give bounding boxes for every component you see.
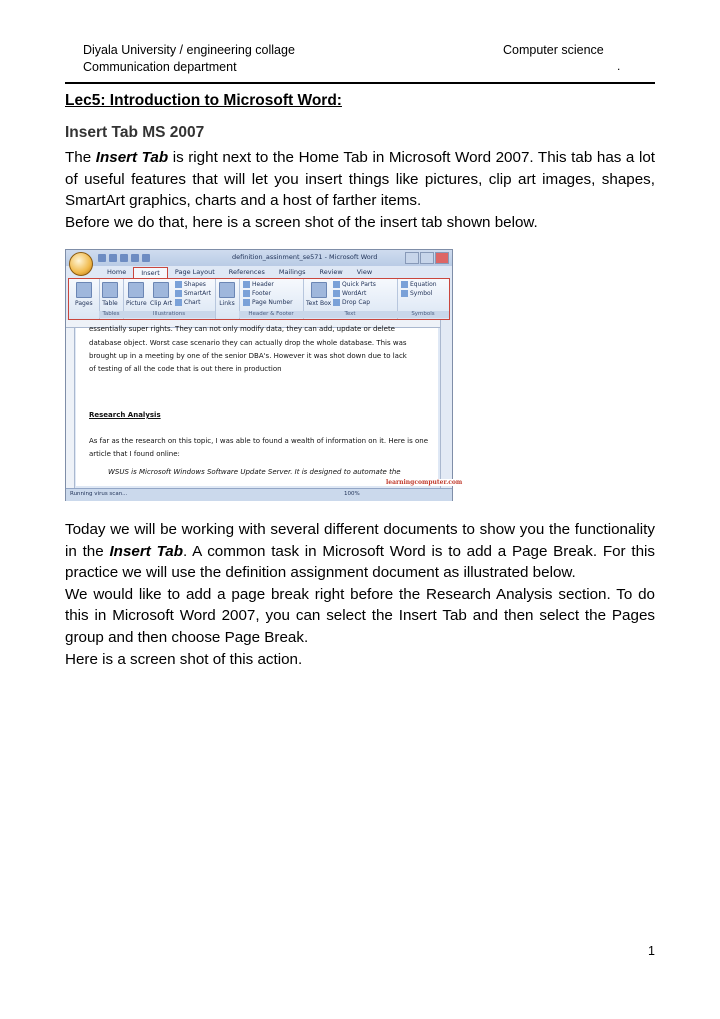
intro-paragraph [65,147,655,233]
header-subject: Computer science [503,43,604,57]
equation-icon [401,281,408,288]
word-screenshot [65,249,463,501]
zoom-level: 100% [344,491,360,497]
symbol-button [401,290,432,297]
doc-line: article that I found online: [89,450,180,458]
doc-quote: WSUS is Microsoft Windows Software Update Server. It is designed to automate the [108,468,401,476]
picture-icon [128,282,144,298]
lecture-title: Lec5: Introduction to Microsoft Word: [65,92,342,109]
wordart-icon [333,290,340,297]
page-number: 1 [648,944,655,958]
tab-home: Home [107,268,127,276]
wordart-button [333,290,366,297]
drop-cap-button [333,299,370,306]
group-illustrations [123,279,216,319]
vertical-scrollbar [440,320,452,488]
practice-paragraph [65,519,655,670]
text-box-icon [311,282,327,298]
practice-text-end: . A common task in Microsoft Word is to add a Page Break. For this practice we will use the definition assignment document as illustrated below. [65,542,655,582]
table-button [102,282,118,307]
page-number-icon [243,299,250,306]
group-text [303,279,398,319]
chart-label: Chart [184,299,201,306]
window-title: definition_assinment_se571 - Microsoft Word [232,253,378,261]
doc-line: brought up in a meeting by one of the senior DBA's. However it was shot down due to lack [89,352,407,360]
doc-line: As far as the research on this topic, I was able to found a wealth of information on it. Here is one [89,437,429,445]
smartart-button [175,290,211,297]
doc-line: database object. Worst case scenario they can actually drop the whole database. This was [89,339,407,347]
picture-button [126,282,147,307]
practice-text-line3: Here is a screen shot of this action. [65,650,303,668]
intro-text-end: is right next to the Home Tab in Microsoft Word 2007. This tab has a lot of useful features that will let you insert things like pictures, clip art images, shapes, SmartArt graphics, charts and a host of farther items. [65,149,655,210]
clip-art-icon [153,282,169,298]
quick-access-toolbar [98,254,150,262]
word-titlebar [66,250,452,266]
page-number-button [243,299,293,306]
drop-cap-icon [333,299,340,306]
links-label: Links [219,300,235,307]
doc-heading: Research Analysis [89,411,161,419]
practice-text-line2: We would like to add a page break right before the Research Analysis section. To do this in Microsoft Word 2007, you can select the Insert Tab and then select the Pages group and then choose Page Break. [65,585,655,646]
footer-label: Footer [252,290,272,297]
tables-group-label: Tables [99,311,123,318]
word-statusbar [66,488,452,501]
group-header-footer [239,279,304,319]
window-controls [405,252,449,264]
pages-button [75,282,93,307]
office-button-icon [69,252,93,276]
header-left [83,42,295,76]
footer-button [243,290,271,297]
tab-review: Review [319,268,343,276]
group-tables [99,279,124,319]
pages-label: Pages [75,300,93,307]
illustrations-group-label: Illustrations [123,311,215,318]
group-symbols [397,279,449,319]
university-name: Diyala University / engineering collage [83,43,295,57]
header-footer-group-label: Header & Footer [239,311,303,318]
footer-icon [243,290,250,297]
doc-line: essentially super rights. They can not only modify data, they can add, update or delete [89,325,395,333]
chart-button [175,299,201,306]
picture-label: Picture [126,300,147,307]
table-label: Table [102,300,118,307]
quick-parts-icon [333,281,340,288]
smartart-label: SmartArt [184,290,212,297]
watermark: learningcomputer.com [386,479,463,486]
drop-cap-label: Drop Cap [342,299,371,306]
pages-icon [76,282,92,298]
intro-text-line2: Before we do that, here is a screen shot of the insert tab shown below. [65,213,538,231]
links-icon [219,282,235,298]
wordart-label: WordArt [342,290,367,297]
chart-icon [175,299,182,306]
equation-button [401,281,437,288]
tab-references: References [228,268,265,276]
document-page [76,325,438,486]
tab-mailings: Mailings [278,268,306,276]
symbols-group-label: Symbols [397,311,449,318]
insert-tab-emphasis: Insert Tab [95,149,169,166]
doc-line: of testing of all the code that is out there in production [89,365,282,373]
department-name: Communication department [83,60,237,74]
page-number-label: Page Number [252,299,293,306]
header-dot: . [617,59,621,73]
section-heading: Insert Tab MS 2007 [65,124,205,141]
practice-text-start: Today we will be working with several different documents to show you the functionality in the [65,521,655,560]
vertical-ruler [66,328,75,488]
group-pages [69,279,100,319]
shapes-icon [175,281,182,288]
status-text: Running virus scan... [70,491,128,497]
header-button [243,281,274,288]
symbol-label: Symbol [410,290,433,297]
clip-art-button [150,282,172,307]
text-box-button [306,282,331,307]
text-group-label: Text [303,311,397,318]
table-icon [102,282,118,298]
quick-parts-button [333,281,376,288]
intro-text-start: The [65,149,96,166]
group-links [215,279,240,319]
tab-insert: Insert [133,267,168,279]
insert-ribbon [68,278,450,320]
header-divider [65,82,655,84]
quick-parts-label: Quick Parts [342,281,376,288]
header-icon [243,281,250,288]
equation-label: Equation [410,281,437,288]
symbol-icon [401,290,408,297]
smartart-icon [175,290,182,297]
tab-page-layout: Page Layout [174,268,215,276]
text-box-label: Text Box [306,300,332,307]
header-label: Header [252,281,274,288]
clip-art-label: Clip Art [150,300,173,307]
shapes-label: Shapes [184,281,206,288]
tab-view: View [356,268,373,276]
links-button [219,282,235,307]
shapes-button [175,281,206,288]
insert-tab-emphasis-2: Insert Tab [109,542,184,560]
